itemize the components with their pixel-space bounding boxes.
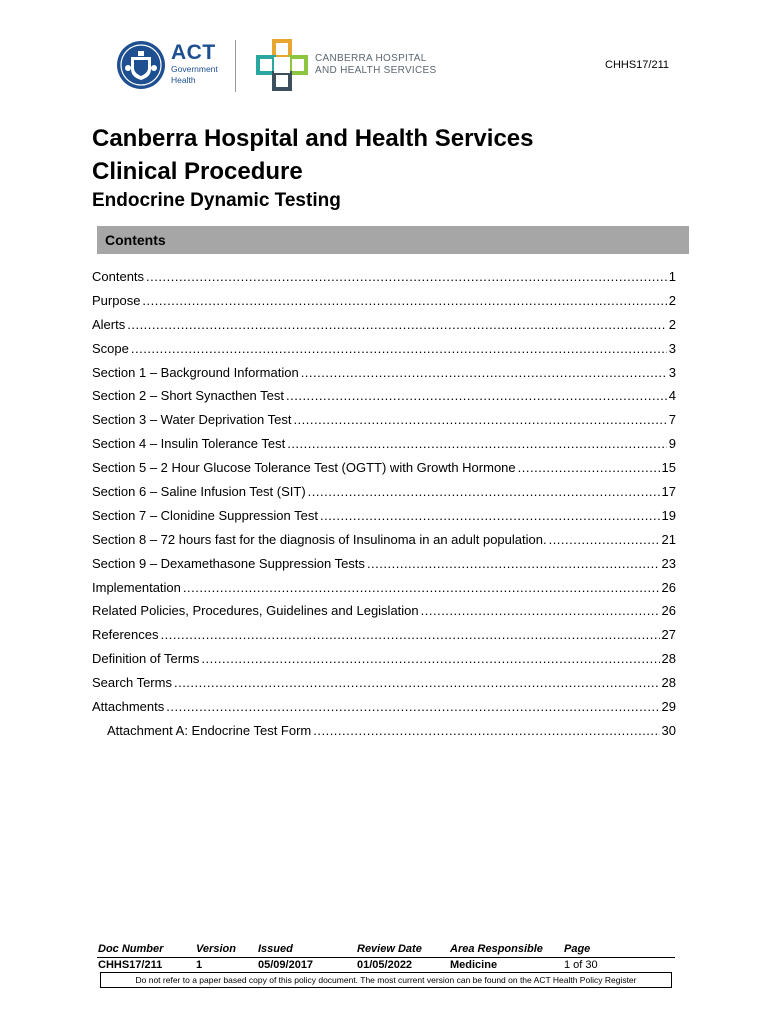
- toc-leader-dots: [308, 484, 660, 499]
- toc-entry[interactable]: [92, 460, 676, 484]
- toc-entry-page: 30: [661, 722, 676, 738]
- toc-entry-label: Alerts: [92, 316, 126, 332]
- footer-header-issued: Issued: [258, 943, 293, 955]
- toc-entry-page: 2: [668, 292, 676, 308]
- toc-entry-page: 26: [661, 579, 676, 595]
- toc-leader-dots: [287, 436, 667, 451]
- toc-leader-dots: [131, 341, 667, 356]
- toc-entry[interactable]: [92, 436, 676, 460]
- toc-entry-page: 27: [661, 627, 676, 643]
- toc-entry-page: 26: [661, 603, 676, 619]
- toc-leader-dots: [166, 699, 659, 714]
- footer-page: 1 of 30: [564, 959, 598, 971]
- footer-table: [97, 942, 675, 973]
- toc-entry[interactable]: [92, 556, 676, 580]
- chhs-logo-line1: CANBERRA HOSPITAL: [315, 53, 427, 64]
- toc-entry-label: Section 3 – Water Deprivation Test: [92, 412, 292, 428]
- toc-entry-page: 15: [661, 460, 676, 476]
- footer-disclaimer: Do not refer to a paper based copy of this policy document. The most current version can be found on the ACT Health Policy Register: [100, 972, 672, 988]
- toc-entry-page: 3: [668, 340, 676, 356]
- toc-entry-page: 23: [661, 555, 676, 571]
- act-logo-main: ACT: [171, 41, 216, 64]
- toc-entry-label: Section 4 – Insulin Tolerance Test: [92, 436, 286, 452]
- document-type: Clinical Procedure: [92, 158, 303, 185]
- toc-leader-dots: [320, 508, 660, 523]
- toc-leader-dots: [146, 269, 667, 284]
- footer-header-version: Version: [196, 943, 236, 955]
- act-health-logo: [116, 40, 226, 90]
- chhs-cross-icon: [256, 39, 308, 91]
- toc-entry[interactable]: [92, 603, 676, 627]
- footer-header-page: Page: [564, 943, 591, 955]
- toc-leader-dots: [142, 293, 666, 308]
- chhs-logo-line2: AND HEALTH SERVICES: [315, 65, 437, 76]
- footer-value-row: [97, 957, 675, 973]
- toc-entry-label: Section 6 – Saline Infusion Test (SIT): [92, 484, 306, 500]
- toc-leader-dots: [421, 603, 660, 618]
- toc-entry-page: 28: [661, 675, 676, 691]
- footer-version: 1: [196, 959, 203, 971]
- toc-entry-label: Section 2 – Short Synacthen Test: [92, 388, 284, 404]
- toc-entry-label: References: [92, 627, 159, 643]
- toc-entry-label: Attachments: [92, 699, 165, 715]
- toc-entry-label: Attachment A: Endocrine Test Form: [107, 722, 312, 738]
- toc-entry-page: 29: [661, 699, 676, 715]
- toc-leader-dots: [301, 365, 667, 380]
- document-subtitle: Endocrine Dynamic Testing: [92, 190, 341, 211]
- footer-header-row: [97, 942, 675, 957]
- toc-entry-page: 2: [668, 316, 676, 332]
- toc-entry[interactable]: [92, 675, 676, 699]
- toc-entry-page: 19: [661, 507, 676, 523]
- toc-entry[interactable]: [92, 580, 676, 604]
- toc-leader-dots: [201, 651, 659, 666]
- toc-entry-label: Scope: [92, 340, 129, 356]
- toc-leader-dots: [183, 580, 660, 595]
- toc-leader-dots: [286, 388, 667, 403]
- toc-leader-dots: [518, 460, 660, 475]
- toc-leader-dots: [367, 556, 660, 571]
- footer-header-review-date: Review Date: [357, 943, 422, 955]
- toc-leader-dots: [174, 675, 660, 690]
- table-of-contents: [92, 269, 676, 747]
- toc-entry[interactable]: [92, 341, 676, 365]
- toc-entry[interactable]: [92, 293, 676, 317]
- toc-entry-label: Section 5 – 2 Hour Glucose Tolerance Test (OGTT) with Growth Hormone: [92, 460, 516, 476]
- toc-entry[interactable]: [92, 317, 676, 341]
- footer-header-doc-number: Doc Number: [98, 943, 164, 955]
- toc-entry[interactable]: [92, 388, 676, 412]
- toc-entry[interactable]: [92, 365, 676, 389]
- doc-code: CHHS17/211: [605, 59, 669, 71]
- footer-area: Medicine: [450, 959, 498, 971]
- toc-entry[interactable]: [92, 412, 676, 436]
- toc-leader-dots: [549, 532, 660, 547]
- footer-doc-number: CHHS17/211: [98, 959, 163, 971]
- act-crest-icon: [116, 40, 166, 90]
- toc-entry-label: Search Terms: [92, 675, 172, 691]
- contents-heading-bar: [97, 226, 689, 254]
- toc-entry-page: 21: [661, 531, 676, 547]
- toc-entry-label: Contents: [92, 269, 145, 284]
- toc-entry[interactable]: [92, 269, 676, 293]
- toc-entry-page: 7: [668, 412, 676, 428]
- logo-divider: [235, 40, 236, 92]
- toc-leader-dots: [160, 627, 659, 642]
- document-title: Canberra Hospital and Health Services: [92, 125, 534, 152]
- toc-entry-page: 9: [668, 436, 676, 452]
- toc-entry[interactable]: [92, 484, 676, 508]
- toc-entry[interactable]: [92, 723, 676, 747]
- toc-entry[interactable]: [92, 651, 676, 675]
- toc-leader-dots: [293, 412, 666, 427]
- toc-entry-label: Section 1 – Background Information: [92, 364, 299, 380]
- act-logo-line2: Health: [171, 75, 196, 85]
- toc-entry[interactable]: [92, 508, 676, 532]
- toc-entry-label: Definition of Terms: [92, 651, 200, 667]
- footer-review-date: 01/05/2022: [357, 959, 413, 971]
- toc-entry-page: 28: [661, 651, 676, 667]
- contents-heading: Contents: [105, 232, 166, 248]
- toc-leader-dots: [313, 723, 659, 738]
- toc-entry-label: Purpose: [92, 292, 141, 308]
- toc-entry[interactable]: [92, 699, 676, 723]
- toc-entry-page: 4: [668, 388, 676, 404]
- toc-entry[interactable]: [92, 532, 676, 556]
- toc-entry-page: 1: [668, 269, 676, 284]
- toc-leader-dots: [127, 317, 667, 332]
- toc-entry[interactable]: [92, 627, 676, 651]
- chhs-logo-text: [315, 53, 436, 77]
- toc-entry-label: Section 8 – 72 hours fast for the diagnosis of Insulinoma in an adult population.: [92, 531, 547, 547]
- footer-header-area: Area Responsible: [450, 943, 543, 955]
- toc-entry-page: 17: [661, 484, 676, 500]
- footer-issued: 05/09/2017: [258, 959, 314, 971]
- toc-entry-page: 3: [668, 364, 676, 380]
- act-logo-line1: Government: [171, 64, 218, 74]
- toc-entry-label: Implementation: [92, 579, 181, 595]
- toc-entry-label: Section 7 – Clonidine Suppression Test: [92, 507, 318, 523]
- toc-entry-label: Related Policies, Procedures, Guidelines and Legislation: [92, 603, 419, 619]
- toc-entry-label: Section 9 – Dexamethasone Suppression Tests: [92, 555, 365, 571]
